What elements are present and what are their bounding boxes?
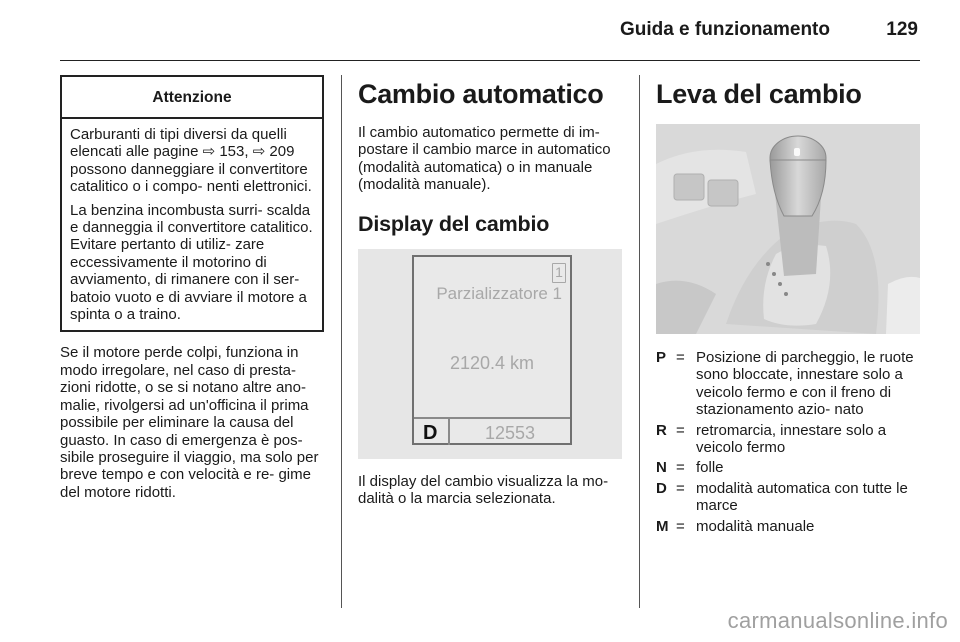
legend-equals: = bbox=[676, 479, 685, 497]
legend-row bbox=[656, 422, 920, 457]
warning-body bbox=[62, 119, 322, 330]
display-line1: Parzializzatore 1 bbox=[436, 283, 562, 303]
legend-description: Posizione di parcheggio, le ruote sono bloccate, innestare solo a veicolo fermo e con il freno di stazionamento azio- nato bbox=[696, 349, 914, 419]
warning-paragraph: Carburanti di tipi diversi da quelli elencati alle pagine ⇨ 153, ⇨ 209 possono danneggiare il convertitore catalitico o i compo- nenti elettronici. bbox=[70, 126, 312, 196]
legend-row bbox=[656, 349, 920, 419]
display-distance: 2120.4 km bbox=[449, 352, 535, 373]
warning-paragraph: La benzina incombusta surri- scalda e danneggia il convertitore catalitico. Evitare pertanto di utiliz- zare eccessivamente il motorino di avviamento, di rimanere con il ser- batoio vuoto e di avviare il motore a spinta o a traino. bbox=[70, 201, 313, 324]
display-odometer: 12553 bbox=[484, 422, 536, 443]
heading-lever: Leva del cambio bbox=[656, 79, 862, 109]
legend-description: retromarcia, innestare solo a veicolo fermo bbox=[696, 421, 887, 457]
page-header bbox=[0, 0, 960, 60]
indicator-badge: 1 bbox=[552, 263, 566, 283]
warning-title: Attenzione bbox=[62, 77, 322, 119]
display-gear: D bbox=[423, 421, 438, 444]
page-number: 129 bbox=[886, 19, 918, 40]
column-divider bbox=[341, 75, 342, 608]
heading-automatic: Cambio automatico bbox=[358, 79, 604, 109]
legend-key: N bbox=[656, 459, 667, 477]
section-title: Guida e funzionamento bbox=[619, 19, 830, 40]
column-divider bbox=[639, 75, 640, 608]
legend-key: R bbox=[656, 421, 667, 439]
body-paragraph: Se il motore perde colpi, funziona in modo irregolare, nel caso di presta- zioni ridotte, o se si notano altre ano- malie, rivolgersi ad un'officina il prima possibile per eliminare la causa del guasto. In caso di emergenza è pos- sibile proseguire il viaggio, ma solo per breve tempo e con velocità e re- gime del motore ridotti. bbox=[60, 344, 319, 501]
legend-key: D bbox=[656, 479, 667, 497]
display-separator bbox=[414, 417, 570, 419]
gear-lever-illustration bbox=[656, 124, 920, 334]
legend-row bbox=[656, 518, 920, 535]
legend-key: M bbox=[656, 517, 669, 535]
legend-row bbox=[656, 480, 920, 515]
legend-description: modalità manuale bbox=[696, 517, 815, 535]
display-caption: Il display del cambio visualizza la mo- dalità o la marcia selezionata. bbox=[358, 472, 609, 508]
watermark-text: carmanualsonline.info bbox=[727, 608, 948, 633]
column-2 bbox=[358, 75, 622, 507]
header-rule bbox=[60, 60, 920, 61]
column-3 bbox=[656, 75, 920, 538]
display-panel bbox=[412, 255, 572, 445]
legend-equals: = bbox=[676, 421, 685, 439]
body-paragraph: Il cambio automatico permette di im- postare il cambio marce in automatico (modalità automatica) o in manuale (modalità manuale). bbox=[358, 124, 611, 194]
legend-equals: = bbox=[676, 517, 685, 535]
heading-display: Display del cambio bbox=[358, 211, 550, 236]
warning-box bbox=[60, 75, 324, 332]
legend-equals: = bbox=[676, 459, 685, 477]
gear-display-figure bbox=[358, 249, 622, 459]
legend-equals: = bbox=[676, 349, 685, 366]
column-1 bbox=[60, 75, 324, 501]
gear-legend bbox=[656, 349, 920, 535]
legend-description: modalità automatica con tutte le marce bbox=[696, 479, 908, 515]
legend-key: P bbox=[656, 349, 667, 366]
legend-row bbox=[656, 459, 920, 476]
watermark bbox=[0, 608, 960, 634]
legend-description: folle bbox=[696, 459, 724, 477]
